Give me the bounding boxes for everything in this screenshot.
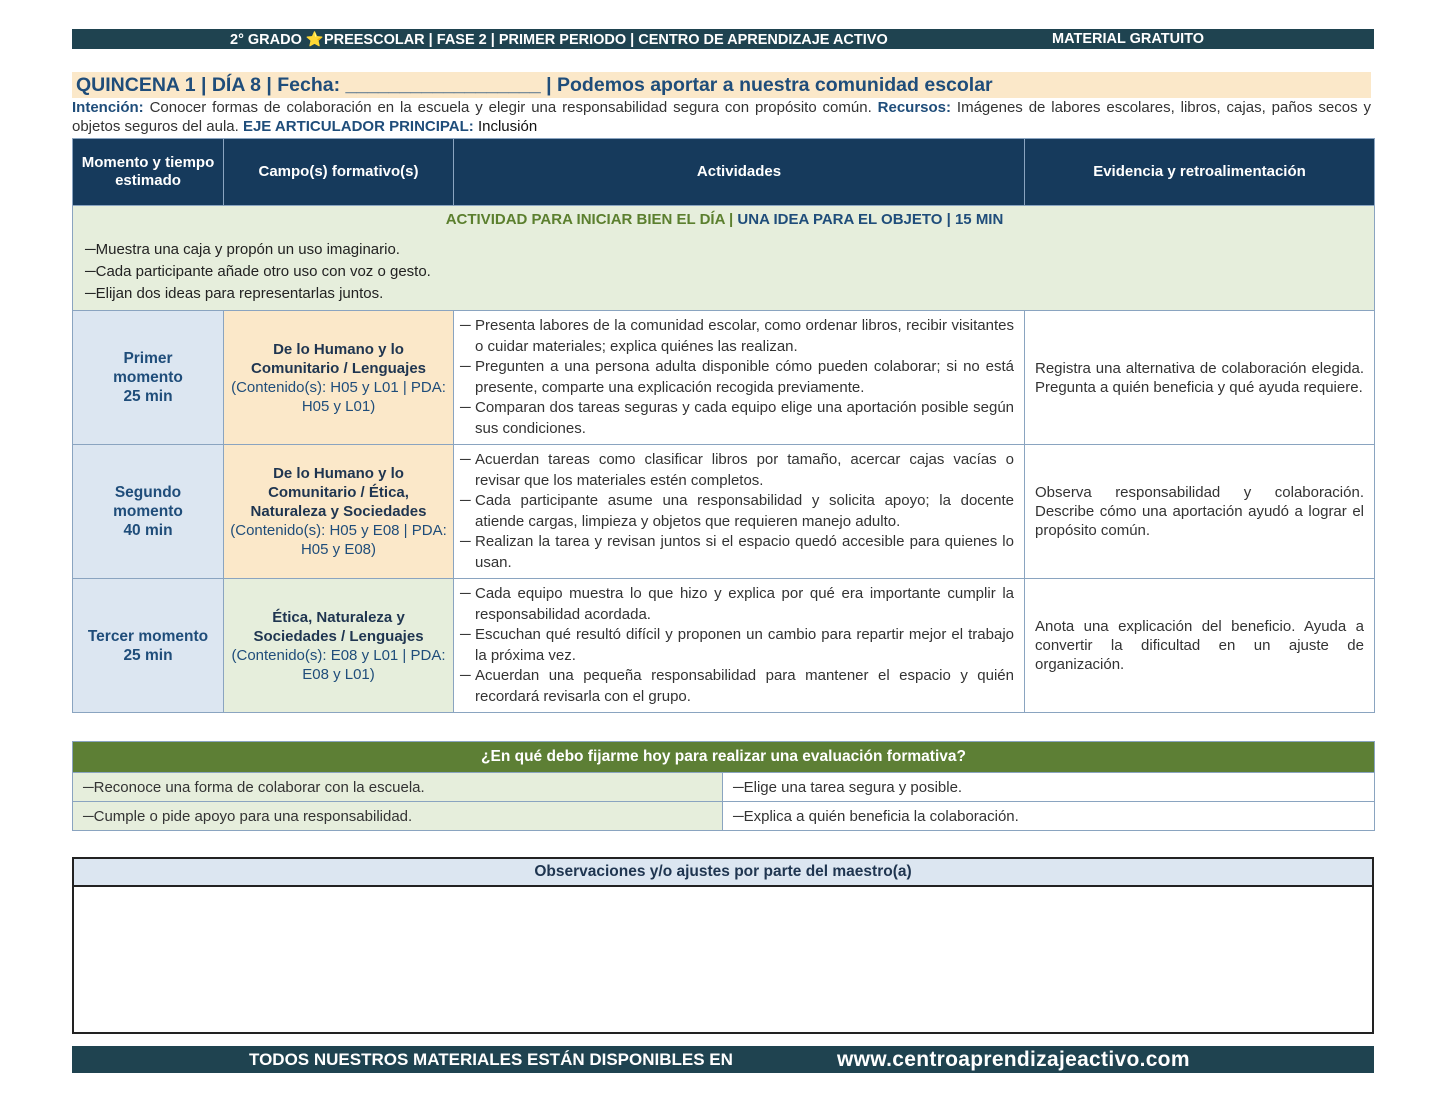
moment-row-1 [73, 311, 1375, 445]
evidence-cell: Anota una explicación del beneficio. Ayuda a convertir la dificultad en un ajuste de organización. [1025, 579, 1375, 713]
resources-text: Imágenes de labores escolares, libros, cajas, paños secos y objetos seguros del aula. [72, 99, 1371, 135]
axis-label: EJE ARTICULADOR PRINCIPAL: [242, 118, 474, 135]
header-campo: Campo(s) formativo(s) [224, 139, 454, 206]
footer-url-link[interactable]: www.centroaprendizajeactivo.com [837, 1048, 1190, 1071]
campo-name: De lo Humano y lo Comunitario / Lenguajes [250, 340, 427, 377]
moment-time: 40 min [123, 522, 173, 539]
intention-label: Intención: [72, 99, 144, 116]
observations-title: Observaciones y/o ajustes por parte del maestro(a) [74, 859, 1372, 887]
moment-cell [73, 311, 224, 445]
plan-table [72, 138, 1375, 713]
activity-item: ─ Presenta labores de la comunidad escolar, como ordenar libros, recibir visitantes o cuidar materiales; explica quiénes las realizan. [460, 317, 1014, 355]
moment-time: 25 min [123, 388, 173, 405]
campo-cell [224, 311, 454, 445]
activity-item: ─ Pregunten a una persona adulta disponible cómo pueden colaborar; si no está presente, comparte una explicación recogida previamente. [460, 358, 1014, 396]
evidence-cell: Registra una alternativa de colaboración elegida. Pregunta a quién beneficia y qué ayuda requiere. [1025, 311, 1375, 445]
activity-item: ─ Comparan dos tareas seguras y cada equipo elige una aportación posible según sus condiciones. [460, 399, 1014, 437]
evaluation-item: ─Explica a quién beneficia la colaboración. [723, 802, 1375, 831]
moment-cell [73, 579, 224, 713]
footer-text: TODOS NUESTROS MATERIALES ESTÁN DISPONIBLES EN [249, 1050, 733, 1069]
page-title: QUINCENA 1 | DÍA 8 | Fecha: __________________ | Podemos aportar a nuestra comunidad escolar [72, 72, 1371, 98]
start-title-green: ACTIVIDAD PARA INICIAR BIEN EL DÍA | [445, 210, 734, 228]
start-item: ─Elijan dos ideas para representarlas juntos. [85, 284, 384, 302]
intention-text: Conocer formas de colaboración en la escuela y elegir una responsabilidad segura con propósito común. [143, 99, 878, 116]
evaluation-item: ─Cumple o pide apoyo para una responsabilidad. [73, 802, 723, 831]
axis-text: Inclusión [473, 118, 538, 135]
header-activities: Actividades [454, 139, 1025, 206]
campo-cell [224, 445, 454, 579]
activities-cell [454, 311, 1025, 445]
footer-bar [72, 1046, 1374, 1073]
campo-name: Ética, Naturaleza y Sociedades / Lenguajes [253, 608, 424, 645]
moment-label: Segundo [114, 484, 182, 501]
campo-name: De lo Humano y lo Comunitario / Ética, Naturaleza y Sociedades [250, 465, 427, 520]
header-evidence: Evidencia y retroalimentación [1025, 139, 1375, 206]
moment-label: Primer [123, 350, 173, 367]
header-text: 2° GRADO ⭐PREESCOLAR | FASE 2 | PRIMER PERIODO | CENTRO DE APRENDIZAJE ACTIVO [230, 31, 888, 48]
observations-area[interactable] [74, 887, 1372, 1032]
start-item: ─Muestra una caja y propón un uso imaginario. [85, 240, 400, 258]
start-item: ─Cada participante añade otro uso con voz o gesto. [85, 262, 431, 280]
moment-row-2 [73, 445, 1375, 579]
moment-label: momento [113, 503, 183, 520]
observations-box [72, 857, 1374, 1034]
intention-paragraph [72, 98, 1371, 136]
activities-cell [454, 579, 1025, 713]
free-material-label: MATERIAL GRATUITO [1052, 31, 1204, 47]
activity-item: ─ Realizan la tarea y revisan juntos si el espacio quedó accesible para quienes lo usan. [460, 533, 1014, 571]
campo-contenido: (Contenido(s): H05 y E08 | PDA: H05 y E08) [230, 522, 447, 558]
evaluation-title: ¿En qué debo fijarme hoy para realizar una evaluación formativa? [73, 742, 1375, 773]
moment-row-3 [73, 579, 1375, 713]
activity-item: ─ Cada participante asume una responsabilidad y solicita apoyo; la docente atiende cargas, limpieza y objetos que requieren manejo adulto. [460, 492, 1014, 530]
start-activity-title [85, 208, 1364, 228]
moment-label: Tercer momento [87, 627, 209, 645]
activity-item: ─ Cada equipo muestra lo que hizo y explica por qué era importante cumplir la responsabilidad acordada. [460, 585, 1014, 623]
activities-cell [454, 445, 1025, 579]
activity-item: ─ Acuerdan una pequeña responsabilidad para mantener el espacio y quién recordará revisarla con el grupo. [460, 667, 1014, 705]
header-bar [72, 29, 1374, 49]
evidence-cell: Observa responsabilidad y colaboración. Describe cómo una aportación ayudó a lograr el propósito común. [1025, 445, 1375, 579]
header-moment: Momento y tiempo estimado [73, 139, 224, 206]
moment-label: momento [113, 369, 183, 386]
evaluation-item: ─Elige una tarea segura y posible. [723, 773, 1375, 802]
start-title-blue: UNA IDEA PARA EL OBJETO | 15 MIN [733, 210, 1004, 228]
campo-contenido: (Contenido(s): H05 y L01 | PDA: H05 y L01) [231, 378, 446, 415]
activity-item: ─ Escuchan qué resultó difícil y proponen un cambio para repartir mejor el trabajo la próxima vez. [460, 626, 1014, 664]
evaluation-item: ─Reconoce una forma de colaborar con la escuela. [73, 773, 723, 802]
moment-cell [73, 445, 224, 579]
table-header-row [73, 139, 1375, 206]
campo-contenido: (Contenido(s): E08 y L01 | PDA: E08 y L01) [231, 646, 446, 683]
moment-time: 25 min [123, 646, 173, 664]
start-activity-row [73, 206, 1375, 311]
evaluation-table [72, 741, 1375, 831]
resources-label: Recursos: [877, 99, 952, 116]
campo-cell [224, 579, 454, 713]
activity-item: ─ Acuerdan tareas como clasificar libros por tamaño, acercar cajas vacías o revisar que los materiales estén completos. [460, 451, 1014, 489]
